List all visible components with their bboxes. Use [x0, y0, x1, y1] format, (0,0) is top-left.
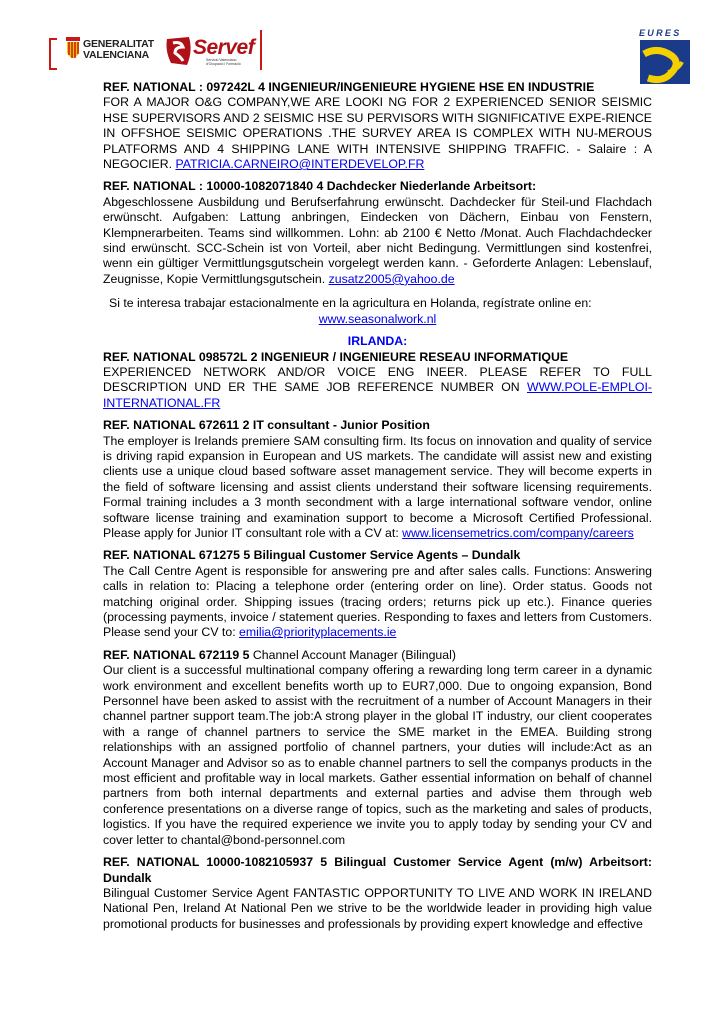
- generalitat-bracket-mark: [49, 38, 57, 70]
- job-title: REF. NATIONAL : 10000-1082071840 4 Dachdecker Niederlande Arbeitsort:: [103, 179, 537, 194]
- job-description: The employer is Irelands premiere SAM consulting firm. Its focus on innovation and quality of service is driving rapid expansion in European and US markets. The candidate will assist new and existing clients use a unique cloud based software asset management service. They will become experts in the field of software licensing and assist clients understand their software licensing requirements. Formal training includes a 3 month secondment with a large international software vendor, online software license training and examination support to become a Microsoft Certified Professional. Please apply for Junior IT consultant role with a CV at: www.licensemetrics.com/company/careers: [103, 433, 652, 540]
- job-description: Our client is a successful multinational company offering a rewarding long term career in a dynamic work environment and excellent benefits worth up to EUR7,000. Due to ongoing expansion, Bond Personnel have been asked to assist with the recruitment of a number of Account Managers in their channel partner support team.The job:A strong player in the global IT industry, our client cooperates with a range of channel partners to service the SME market in the EMEA. Building strong relationships with an assigned portfolio of channel partners, your duties will include:Act as an Account Manager and Advisor so as to enable channel partners to sell the companys products in the most efficient and profitable way in local markets. Gather essential information on behalf of channel partners from both internal departments and external parties and advise them through web conference presentations on a diverse range of topics, such as the marketing and sales of products, logistics. If you have the required experience we invite you to apply today by sending your CV and cover letter to chantal@bond-personnel.com: [103, 663, 652, 847]
- generalitat-shield-icon: [66, 37, 80, 63]
- seasonal-link-line: [103, 312, 652, 327]
- seasonal-work-note: [103, 296, 652, 327]
- header-divider: [260, 30, 262, 70]
- job-description: FOR A MAJOR O&G COMPANY,WE ARE LOOKI NG FOR 2 EXPERIENCED SENIOR SEISMIC HSE SUPERVISORS AND 2 SEISMIC HSE SU PERVISORS WITH SIGNIFICATIVE EXPE-RIENCE IN OFFSHOE SEISMIC OPERATIONS .THE SURVEY AREA IS COMPLEX WITH NU-MEROUS PLATFORMS AND 4 SHIPPING LANE WITH INTENSIVE SHIPPING TRAFFIC. - Salaire : A NEGOCIER. PATRICIA.CARNEIRO@INTERDEVELOP.FR: [103, 95, 652, 172]
- servef-logo-text: Servef: [193, 36, 255, 59]
- page-header: [0, 0, 728, 80]
- job-listing-content: [103, 80, 652, 939]
- seasonal-link[interactable]: www.seasonalwork.nl: [318, 311, 437, 326]
- web-link[interactable]: WWW.POLE-EMPLOI-INTERNATIONAL.FR: [103, 380, 652, 410]
- section-heading-ireland: IRLANDA:: [347, 334, 408, 349]
- seasonal-text: Si te interesa trabajar estacionalmente en la agricultura en Holanda, regístrate online en:: [109, 296, 592, 311]
- job-description: EXPERIENCED NETWORK AND/OR VOICE ENG INEER. PLEASE REFER TO FULL DESCRIPTION UND ER THE SAME JOB REFERENCE NUMBER ON WWW.POLE-EMPLOI-INTERNATIONAL.FR: [103, 364, 652, 410]
- job-entry: [103, 418, 652, 541]
- servef-subtitle: Servicio Valenciano d'Ocupació i Formació: [206, 58, 241, 66]
- job-entry: [103, 350, 652, 412]
- job-title: REF. NATIONAL 672611 2 IT consultant - Junior Position: [103, 418, 430, 433]
- job-entry: [103, 855, 652, 932]
- email-link[interactable]: PATRICIA.CARNEIRO@INTERDEVELOP.FR: [175, 157, 425, 172]
- job-entry: [103, 179, 652, 287]
- job-description: Abgeschlossene Ausbildung und Berufserfahrung erwünscht. Dachdecker für Steil-und Flachdach erwünscht. Aufgaben: Lattung anbringen, Eindecken von Dächern, Einbau von Fenstern, Klempnerarbeiten. Teams sind willkommen. Lohn: ab 2100 € Netto /Monat. Auch Flachdachdecker sind erwünscht. SCC-Schein ist von Vorteil, aber nicht Bedingung. Vermittlungen sind kostenfrei, wenn ein gültiger Vermittlungsgutschein vorgelegt werden kann. - Geforderte Anlagen: Lebenslauf, Zeugnisse, Kopie Vermittlungsgutschein. zusatz2005@yahoo.de: [103, 194, 652, 286]
- email-link[interactable]: zusatz2005@yahoo.de: [328, 271, 455, 286]
- job-title: REF. NATIONAL 672119 5 Channel Account Manager (Bilingual): [103, 647, 456, 662]
- job-description: Bilingual Customer Service Agent FANTASTIC OPPORTUNITY TO LIVE AND WORK IN IRELAND National Pen, Ireland At National Pen we strive to be the worldwide leader in providing high value promotional products for businesses and professionals by providing expert knowledge and effective: [103, 885, 652, 931]
- eures-logo-text: EURES: [639, 28, 682, 38]
- job-entry: [103, 548, 652, 640]
- generalitat-logo-text: GENERALITAT VALENCIANA: [83, 38, 154, 61]
- web-link[interactable]: www.licensemetrics.com/company/careers: [402, 525, 634, 540]
- job-title: REF. NATIONAL 10000-1082105937 5 Bilingual Customer Service Agent (m/w) Arbeitsort: Dundalk: [103, 855, 652, 885]
- job-entry: [103, 80, 652, 172]
- job-description: The Call Centre Agent is responsible for answering pre and after sales calls. Functions: Answering calls in relation to: Placing a telephone order (entering order on line). Order status. Goods not matching original order. Shipping issues (tracing orders; returns pick up etc.). Finance queries (processing payments, invoice / statement queries. Responding to faxes and letters from Customers. Please send your CV to: emilia@priorityplacements.ie: [103, 563, 652, 640]
- job-title: REF. NATIONAL : 097242L 4 INGENIEUR/INGENIEURE HYGIENE HSE EN INDUSTRIE: [103, 80, 595, 94]
- job-entry: [103, 648, 652, 848]
- job-title: REF. NATIONAL 098572L 2 INGENIEUR / INGENIEURE RESEAU INFORMATIQUE: [103, 349, 569, 364]
- email-link[interactable]: emilia@priorityplacements.ie: [239, 625, 397, 640]
- job-title: REF. NATIONAL 671275 5 Bilingual Customer Service Agents – Dundalk: [103, 548, 521, 563]
